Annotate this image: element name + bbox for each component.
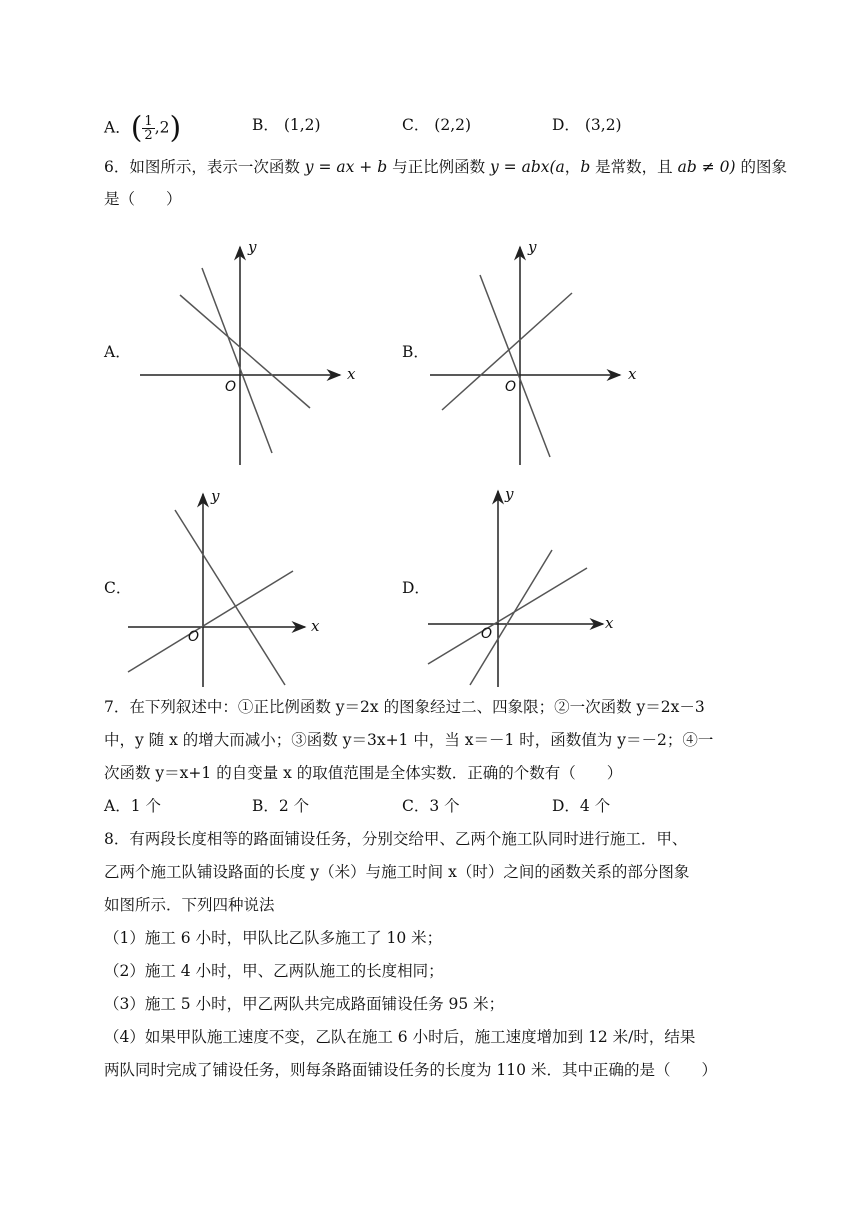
- line-2: [202, 268, 272, 453]
- q8-question-line2: 乙两个施工队铺设路面的长度 y（米）与施工时间 x（时）之间的函数关系的部分图象: [104, 863, 690, 881]
- fraction-one-half: $\frac{1}{2}$: [144, 114, 153, 143]
- x-axis-label: x: [628, 365, 637, 383]
- q7-question-line2: 中，y 随 x 的增大而减小；③函数 y＝3x+1 中，当 x＝－1 时，函数值为 y＝－2；④一: [104, 731, 714, 749]
- line-2: [175, 510, 285, 685]
- x-axis-label: x: [311, 617, 320, 635]
- origin-label: O: [188, 629, 200, 645]
- graph-c-label: C．: [104, 579, 132, 597]
- q8-statement-4-line1: （4）如果甲队施工速度不变，乙队在施工 6 小时后，施工速度增加到 12 米/时，结果: [104, 1028, 696, 1046]
- q8-statement-3: （3）施工 5 小时，甲乙两队共完成路面铺设任务 95 米；: [104, 995, 505, 1013]
- q5-option-d: D． (3,2): [552, 116, 622, 134]
- graph-d-label: D．: [402, 579, 430, 597]
- origin-label: O: [505, 379, 517, 395]
- y-axis-label: y: [505, 487, 514, 503]
- graph-b-label: B．: [402, 343, 429, 361]
- graph-a-label: A．: [104, 343, 131, 361]
- q7-option-b: B．2 个: [252, 797, 310, 815]
- line-2: [470, 550, 552, 685]
- line-1: [428, 568, 587, 664]
- q5-option-a: A．( $\frac{1}{2}$ ,2): [104, 110, 182, 146]
- x-axis-label: x: [347, 365, 356, 383]
- graph-a: [135, 235, 365, 470]
- y-axis-label: y: [248, 238, 257, 256]
- q5-option-b: B． (1,2): [252, 116, 321, 134]
- y-axis-label: y: [528, 238, 537, 256]
- right-paren: ): [169, 110, 182, 146]
- graph-d: [425, 487, 655, 687]
- q6-question-line2: 是（ ）: [104, 190, 182, 208]
- q7-option-c: C．3 个: [402, 797, 460, 815]
- x-axis-label: x: [605, 614, 614, 632]
- y-axis-label: y: [211, 487, 220, 505]
- q6-question-line1: 6．如图所示，表示一次函数 y = ax + b 与正比例函数 y = abx(a，b 是常数，且 ab ≠ 0) 的图象: [104, 158, 787, 176]
- q8-question-line3: 如图所示．下列四种说法: [104, 896, 275, 914]
- graph-b: [425, 235, 655, 470]
- q5-option-c: C． (2,2): [402, 116, 472, 134]
- line-1: [180, 295, 310, 408]
- graph-c: [125, 487, 355, 687]
- q7-option-d: D．4 个: [552, 797, 611, 815]
- q8-statement-2: （2）施工 4 小时，甲、乙两队施工的长度相同；: [104, 962, 444, 980]
- line-1: [128, 571, 293, 672]
- q7-question-line1: 7．在下列叙述中：①正比例函数 y＝2x 的图象经过二、四象限；②一次函数 y＝2x－3: [104, 698, 705, 716]
- q8-statement-1: （1）施工 6 小时，甲队比乙队多施工了 10 米；: [104, 929, 443, 947]
- option-a-label: A．: [104, 118, 131, 137]
- q8-statement-4-line2: 两队同时完成了铺设任务，则每条路面铺设任务的长度为 110 米．其中正确的是（ ）: [104, 1061, 717, 1079]
- left-paren: (: [130, 110, 143, 146]
- q7-question-line3: 次函数 y＝x+1 的自变量 x 的取值范围是全体实数．正确的个数有（ ）: [104, 764, 623, 782]
- origin-label: O: [481, 626, 493, 642]
- origin-label: O: [225, 379, 237, 395]
- q8-question-line1: 8．有两段长度相等的路面铺设任务，分别交给甲、乙两个施工队同时进行施工．甲、: [104, 830, 688, 848]
- q7-option-a: A．1 个: [104, 797, 161, 815]
